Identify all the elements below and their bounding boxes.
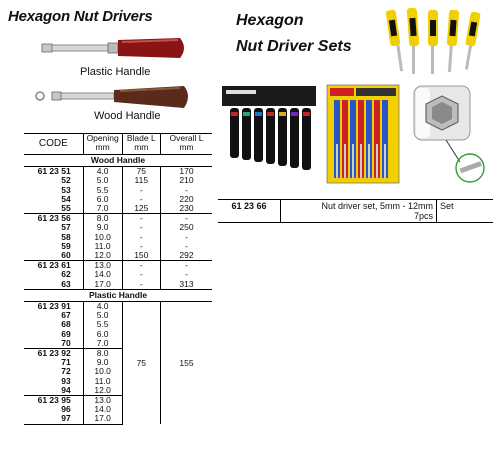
cell-code: 60 [61, 250, 71, 261]
set-code: 61 23 66 [218, 200, 281, 223]
header-opening: Opening mm [83, 134, 122, 155]
cell-blade: - [122, 233, 160, 242]
cell-code: 52 [61, 175, 71, 186]
cell-code: 58 [61, 231, 71, 242]
cell-blade: 75 [122, 167, 160, 177]
cell-opening: 4.0 [83, 167, 122, 177]
cell-opening: 12.0 [83, 251, 122, 261]
cell-code: 69 [61, 328, 71, 339]
yellow-nut-driver-set-photo [382, 2, 498, 82]
cell-blade: - [122, 223, 160, 232]
cell-overall-shared: 155 [161, 302, 213, 425]
cell-opening: 4.0 [83, 302, 122, 312]
hex-socket-closeup-image [406, 80, 498, 190]
cell-overall: - [161, 233, 213, 242]
cell-opening: 7.0 [83, 339, 122, 349]
cell-code: 62 [61, 269, 71, 280]
cell-overall: - [161, 214, 213, 224]
cell-code: 61 23 95 [24, 396, 83, 406]
cell-overall: - [161, 261, 213, 271]
cell-code: 61 23 61 [24, 261, 83, 271]
cell-opening: 5.5 [83, 186, 122, 195]
cell-opening: 14.0 [83, 270, 122, 279]
cell-blade: 125 [122, 204, 160, 214]
cell-code: 70 [61, 337, 71, 348]
cell-opening: 6.0 [83, 195, 122, 204]
cell-blade: - [122, 261, 160, 271]
header-blade-length: Blade L mm [122, 134, 160, 155]
cell-opening: 5.0 [83, 311, 122, 320]
cell-overall: 170 [161, 167, 213, 177]
cell-blade: - [122, 270, 160, 279]
cell-blade: 150 [122, 251, 160, 261]
cell-code: 57 [61, 222, 71, 233]
cell-code: 53 [61, 184, 71, 195]
cell-code: 61 23 92 [24, 349, 83, 359]
set-description: Nut driver set, 5mm - 12mm [321, 201, 433, 211]
cell-blade: - [122, 214, 160, 224]
plastic-handle-caption: Plastic Handle [80, 66, 151, 78]
right-title-line1: Hexagon [236, 12, 304, 29]
cell-code: 96 [61, 404, 71, 415]
cell-opening: 13.0 [83, 396, 122, 406]
cell-opening: 13.0 [83, 261, 122, 271]
set-count: 7pcs [413, 211, 433, 221]
cell-code: 54 [61, 193, 71, 204]
cell-overall: 313 [161, 280, 213, 290]
cell-code: 59 [61, 240, 71, 251]
cell-opening: 11.0 [83, 242, 122, 251]
cell-code: 63 [61, 278, 71, 289]
header-code: CODE [24, 134, 83, 155]
nut-driver-set-card-photo [326, 84, 400, 184]
cell-blade: - [122, 280, 160, 290]
cell-code: 67 [61, 310, 71, 321]
cell-code: 93 [61, 375, 71, 386]
right-title-line2: Nut Driver Sets [236, 38, 352, 55]
cell-opening: 10.0 [83, 233, 122, 242]
cell-overall: - [161, 270, 213, 279]
cell-opening: 6.0 [83, 330, 122, 339]
cell-code: 94 [61, 384, 71, 395]
table-row [24, 302, 212, 312]
cell-code: 61 23 56 [24, 214, 83, 224]
nut-driver-set-rack-photo [220, 84, 320, 182]
table-row [24, 233, 212, 242]
nut-driver-spec-table [24, 133, 212, 425]
cell-code: 68 [61, 319, 71, 330]
table-row [24, 223, 212, 232]
cell-code: 61 23 51 [37, 166, 71, 177]
cell-opening: 8.0 [83, 349, 122, 359]
cell-opening: 12.0 [83, 386, 122, 396]
cell-blade: - [122, 195, 160, 204]
cell-overall: 250 [161, 223, 213, 232]
cell-opening: 5.0 [83, 176, 122, 185]
cell-blade: - [122, 186, 160, 195]
cell-opening: 7.0 [83, 204, 122, 214]
cell-opening: 5.5 [83, 320, 122, 329]
section-row-plastic [24, 289, 212, 301]
cell-code: 55 [61, 203, 71, 214]
set-row [218, 200, 493, 223]
wood-handle-caption: Wood Handle [94, 110, 161, 122]
cell-overall: 292 [161, 251, 213, 261]
table-row [24, 261, 212, 271]
nut-driver-set-table [218, 199, 493, 223]
section-label-plastic: Plastic Handle [24, 289, 212, 301]
cell-overall: 210 [161, 176, 213, 185]
cell-opening: 8.0 [83, 214, 122, 224]
table-row [24, 280, 212, 290]
plastic-handle-nut-driver-image [40, 34, 190, 64]
left-title: Hexagon Nut Drivers [8, 8, 153, 25]
cell-opening: 14.0 [83, 405, 122, 414]
section-label-wood: Wood Handle [24, 155, 212, 167]
cell-opening: 9.0 [83, 223, 122, 232]
cell-opening: 17.0 [83, 414, 122, 424]
cell-overall: - [161, 186, 213, 195]
wood-handle-nut-driver-image [34, 84, 194, 112]
cell-overall: 230 [161, 204, 213, 214]
cell-code: 71 [61, 357, 71, 368]
cell-blade: - [122, 242, 160, 251]
cell-overall: - [161, 242, 213, 251]
cell-code: 72 [61, 366, 71, 377]
cell-opening: 10.0 [83, 367, 122, 376]
set-unit: Set [437, 200, 494, 223]
cell-blade-shared: 75 [122, 302, 160, 425]
table-row [24, 176, 212, 185]
cell-overall: 220 [161, 195, 213, 204]
header-overall-length: Overall L mm [161, 134, 213, 155]
section-row-wood [24, 155, 212, 167]
cell-opening: 11.0 [83, 377, 122, 386]
cell-opening: 17.0 [83, 280, 122, 290]
cell-opening: 9.0 [83, 358, 122, 367]
cell-code: 61 23 91 [37, 301, 71, 312]
cell-code: 97 [24, 414, 83, 424]
cell-blade: 115 [122, 176, 160, 185]
